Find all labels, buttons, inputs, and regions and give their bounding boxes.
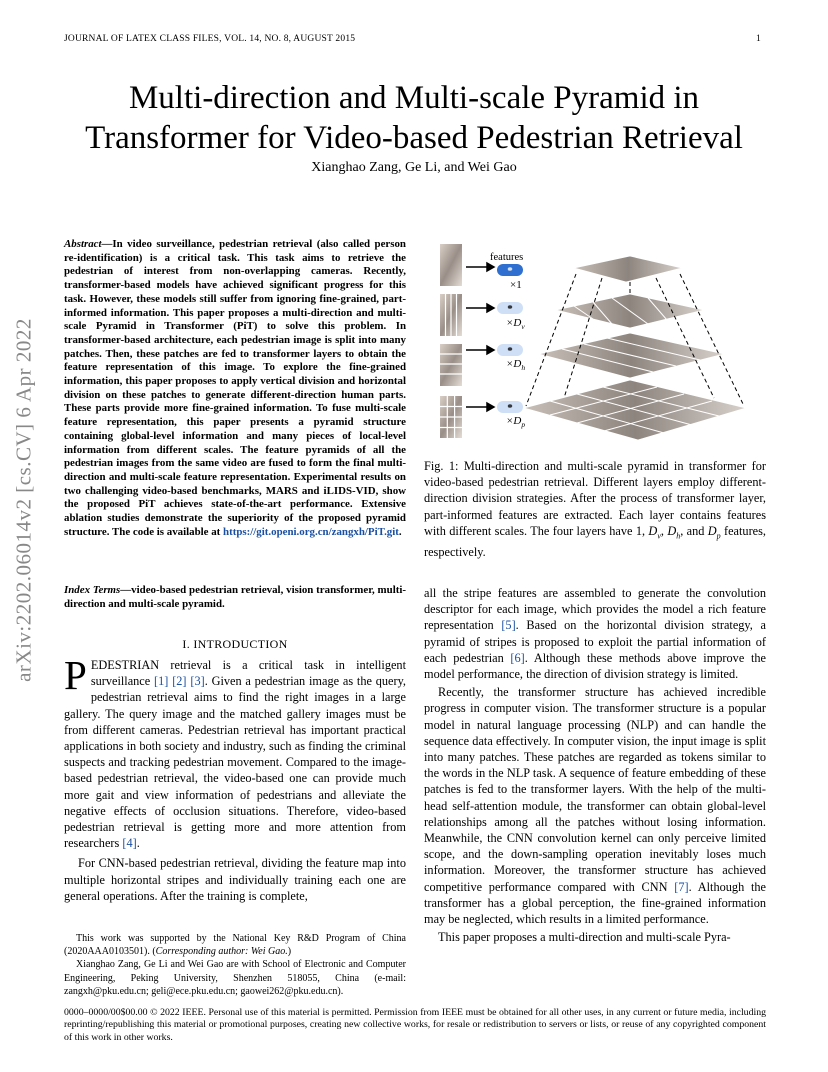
- intro-paragraph-1: [64, 652, 407, 851]
- token-star-4: *: [507, 402, 513, 414]
- caption-text-b: features, respectively.: [424, 523, 766, 560]
- title-line-1: Multi-direction and Multi-scale Pyramid in: [128, 80, 700, 116]
- mult-h: $\times D_h$: [506, 358, 526, 372]
- corresponding-author: Corresponding author: Wei Gao.: [155, 946, 288, 958]
- thumbnail-patch-split: [440, 396, 462, 438]
- intro-text-b: . Given a pedestrian image as the query, pedestrian retrieval aims to find the right images in a large gallery. The query image and the matched gallery images must be from different cameras. Pedestrian retrieval has important practical applications in both society and industry, such as finding the criminal suspects and tracking pedestrian movement. Compared to the image-based pedestrian retrieval, the video-based one can provide much more gait and view information of pedestrians and alleviate the negative effects of occlusion situations. Therefore, video-based pedestrian retrieval is getting more and more attention from researchers: [64, 674, 407, 851]
- right-paragraph-1: [424, 585, 766, 682]
- right-p1-b: . Based on the horizontal division strategy, a pyramid of stripes is proposed to exploit the partial information of each pedestrian: [424, 618, 766, 665]
- intro-text-a: EDESTRIAN retrieval is a critical task in intelligent surveillance: [90, 658, 406, 689]
- introduction-body: [64, 652, 407, 904]
- right-p1-a: all the stripe features are assembled to generate the convolution descriptor for each image, which provides the model a rich feature representation: [424, 586, 766, 633]
- right-p2-b: . Although the transformer has a global perception, the fine-grained information may be neglected, which results in a limited performance.: [424, 879, 766, 927]
- caption-text-a: Fig. 1: Multi-direction and multi-scale pyramid in transformer for video-based pedestrian retrieval. Different layers employ different-direction division strategies. After the process of transformer layer, part-informed features are extracted. Each layer contains features with different scales. The four layers have 1,: [424, 459, 766, 538]
- citation-6[interactable]: [6]: [510, 650, 525, 665]
- citation-3[interactable]: [3]: [190, 674, 205, 689]
- citation-7[interactable]: [7]: [674, 879, 689, 894]
- input-arrows: [466, 263, 494, 411]
- caption-dv: $D_v$: [648, 523, 661, 541]
- citation-5[interactable]: [5]: [501, 618, 516, 633]
- index-terms: [64, 584, 406, 611]
- right-p2-a: Recently, the transformer structure has achieved incredible progress in computer vision. The transformer structure is a popular model in natural language processing (NLP) and can handle the sequence data effectively. In computer vision, the input image is split into many patches. These patches are regarded as tokens similar to the words in the NLP task. A sequence of feature embedding of these patches is fed to the transformer layers. With the help of the multi-head self-attention module, the transformer can obtain global-level relationships among all the patches without losing information. Meanwhile, the CNN convolution kernel can only perceive limited scope, and the down-sampling operation inevitably loses much information. Moreover, the transformer structure has achieved competitive performance compared with CNN: [424, 685, 766, 894]
- pyramid-layer-4: [524, 380, 746, 440]
- thumbnail-vertical-split: [440, 294, 462, 336]
- arxiv-stamp-text: arXiv:2202.06014v2 [cs.CV] 6 Apr 2022: [11, 318, 36, 682]
- page-number: 1: [756, 34, 761, 44]
- index-terms-label: Index Terms: [64, 584, 121, 596]
- abstract-end: .: [398, 525, 402, 538]
- code-link[interactable]: https://git.openi.org.cn/zangxh/PiT.git: [223, 525, 399, 538]
- token-star-1: *: [507, 265, 513, 277]
- caption-sep-2: , and: [680, 523, 708, 538]
- mult-p: $\times D_p$: [506, 415, 526, 429]
- mult-v: $\times D_v$: [506, 317, 525, 331]
- running-head: JOURNAL OF LATEX CLASS FILES, VOL. 14, NO. 8, AUGUST 2015: [64, 34, 356, 44]
- abstract-label: Abstract: [64, 238, 102, 250]
- caption-dh: $D_h$: [667, 523, 681, 541]
- author-list: Xianghao Zang, Ge Li, and Wei Gao: [311, 160, 517, 175]
- abstract-text: —In video surveillance, pedestrian retrieval (also called person re-identification) is a critical task. This task aims to retrieve the pedestrian of interest from non-overlapping cameras. Recently, transformer-based models have achieved significant progress for this task. However, these models still suffer from ignoring fine-grained, part-informed information. This paper proposes a multi-direction and multi-scale Pyramid in Transformer (PiT) to solve this problem. In transformer-based architecture, each pedestrian image is split into many patches. Then, these patches are fed to transformer layers to obtain the feature representation of this image. To explore the fine-grained information, this paper proposes to apply vertical division and horizontal division on these patches to generate different-direction human parts. These parts provide more fine-grained information. To fuse multi-scale feature representation, this paper presents a pyramid structure containing global-level information and many pieces of local-level information from different scales. The feature pyramids of all the pedestrian images from the same video are fused to form the final multi-direction and multi-scale feature representation. Experimental results on two challenging video-based benchmarks, MARS and iLIDS-VID, show the proposed PiT achieves state-of-the-art performance. Extensive ablation studies demonstrate the superiority of the proposed pyramid structure. The code is available at: [64, 238, 406, 538]
- caption-dp: $D_p$: [707, 523, 721, 541]
- thumbnail-whole: [440, 244, 462, 286]
- copyright-notice: 0000–0000/00$00.00 © 2022 IEEE. Personal use of this material is permitted. Permission from IEEE must be obtained for all other uses, in any current or future media, including reprinting/republishing this material or promotional purposes, creating new collective works, for resale or redistribution to servers or lists, or reuse of any copyrighted component of this work in other works.: [64, 1007, 766, 1043]
- index-terms-text: —video-based pedestrian retrieval, vision transformer, multi-direction and multi-scale pyramid.: [64, 584, 406, 610]
- right-paragraph-3: This paper proposes a multi-direction and multi-scale Pyra-: [438, 930, 731, 945]
- caption-sep-1: ,: [660, 523, 668, 538]
- right-p1-c: . Although these methods above improve the model performance, the direction of division strategy is limited.: [424, 650, 766, 682]
- mult-1: ×1: [510, 279, 522, 291]
- intro-text-c: .: [136, 836, 140, 851]
- footnote-funding-end: ): [287, 946, 292, 958]
- paper-title: [60, 78, 768, 158]
- token-star-2: *: [507, 303, 513, 315]
- abstract: [64, 238, 406, 539]
- pyramid-layer-1: [574, 256, 682, 282]
- figure-1: [424, 238, 766, 452]
- right-paragraph-2: [424, 684, 766, 927]
- pyramid-diagram: [424, 238, 766, 452]
- pyramid-layer-2: [556, 294, 704, 328]
- drop-cap: P: [64, 652, 87, 698]
- features-label: features: [490, 252, 524, 263]
- citation-2[interactable]: [2]: [172, 674, 187, 689]
- thumbnail-horizontal-split: [440, 344, 462, 386]
- pyramid-layers: [524, 256, 746, 440]
- token-star-3: *: [507, 345, 513, 357]
- arxiv-stamp: [8, 290, 40, 710]
- citation-4[interactable]: [4]: [122, 836, 137, 851]
- figure-1-caption: [424, 458, 766, 561]
- input-thumbnails: [440, 244, 462, 438]
- intro-paragraph-2: For CNN-based pedestrian retrieval, dividing the feature map into multiple horizontal stripes and individually training each one are general operations. After the training is complete,: [64, 856, 406, 903]
- right-column-body: [424, 585, 766, 945]
- footnote-funding: [64, 932, 406, 958]
- pyramid-layer-3: [539, 333, 724, 378]
- footnote-funding-text: This work was supported by the National Key R&D Program of China (2020AAA0103501). (: [64, 933, 406, 958]
- footnote-affiliation: Xianghao Zang, Ge Li and Wei Gao are with School of Electronic and Computer Engineering, Peking University, Shenzhen 518055, China (e-mail: zangxh@pku.edu.cn; geli@ece.pku.edu.cn; gaowei262@pku.edu.cn).: [64, 959, 406, 997]
- citation-1[interactable]: [1]: [154, 674, 169, 689]
- footnotes: [64, 932, 406, 998]
- section-heading-introduction: I. INTRODUCTION: [182, 637, 288, 651]
- title-line-2: Transformer for Video-based Pedestrian Retrieval: [85, 120, 743, 156]
